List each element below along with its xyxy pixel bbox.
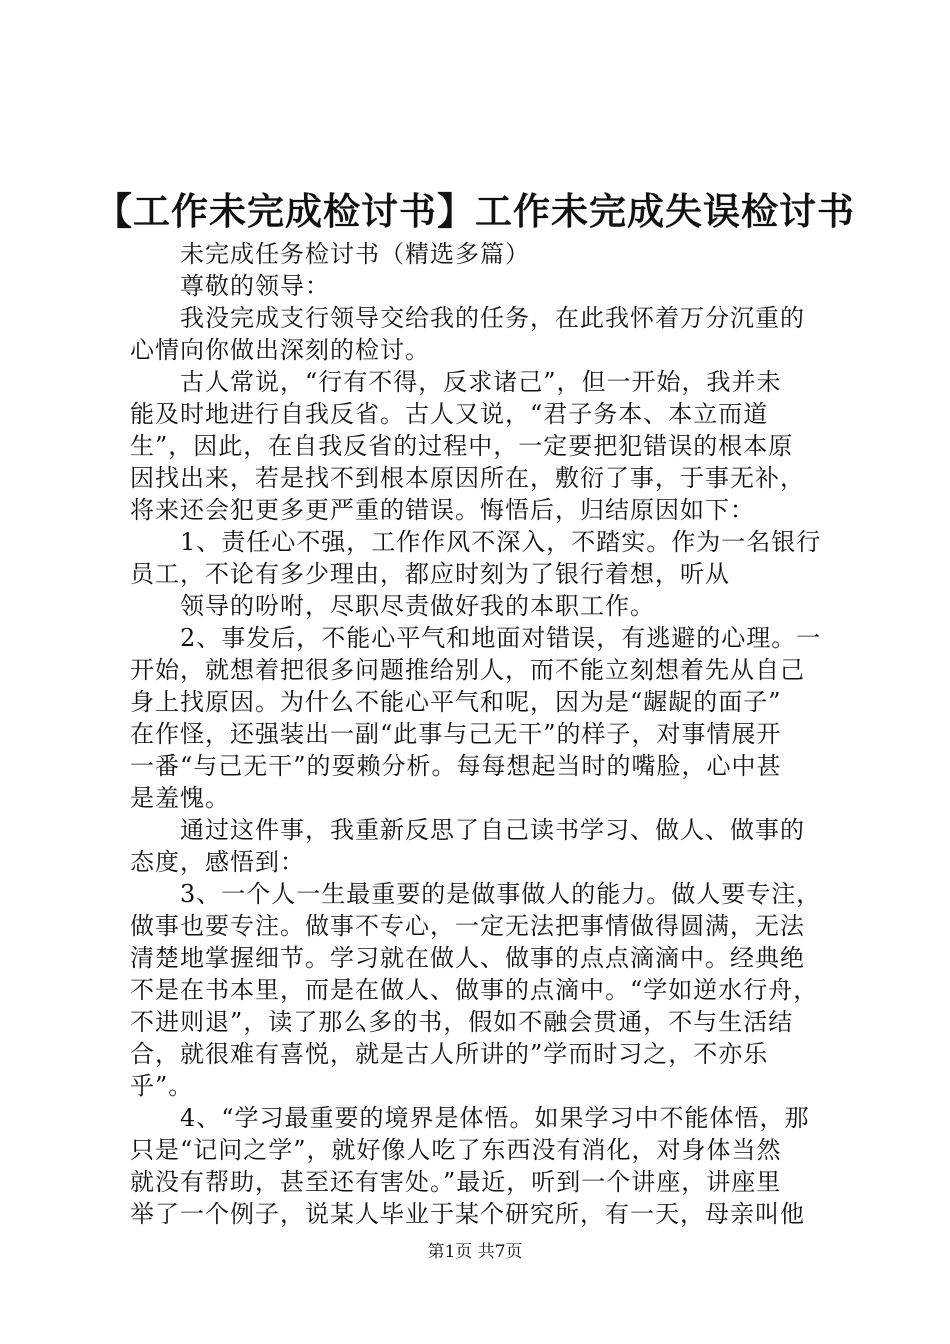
body-line: 在作怪，还强装出一副“此事与己无干”的样子，对事情展开	[130, 720, 782, 748]
body-line: 领导的吩咐，尽职尽责做好我的本职工作。	[180, 592, 655, 620]
body-line: 因找出来，若是找不到根本原因所在，敷衍了事，于事无补，	[130, 464, 805, 492]
body-line: 能及时地进行自我反省。古人又说，“君子务本、本立而道	[130, 400, 769, 428]
body-line: 举了一个例子，说某人毕业于某个研究所，有一天，母亲叫他	[130, 1200, 805, 1228]
body-line: 态度，感悟到：	[130, 848, 305, 876]
body-line: 是羞愧。	[130, 784, 230, 812]
body-line: 生”，因此，在自我反省的过程中，一定要把犯错误的根本原	[130, 432, 794, 460]
body-line: 尊敬的领导：	[180, 272, 330, 300]
body-line: 4、“学习最重要的境界是体悟。如果学习中不能体悟，那	[180, 1104, 810, 1132]
body-line: 未完成任务检讨书（精选多篇）	[180, 240, 530, 268]
body-line: 3、一个人一生最重要的是做事做人的能力。做人要专注，	[180, 880, 822, 908]
body-line: 清楚地掌握细节。学习就在做人、做事的点点滴滴中。经典绝	[130, 944, 805, 972]
body-line: 只是“记问之学”，就好像人吃了东西没有消化，对身体当然	[130, 1136, 782, 1164]
body-line: 将来还会犯更多更严重的错误。悔悟后，归结原因如下：	[130, 496, 755, 524]
body-line: 古人常说，“行有不得，反求诸己”，但一开始，我并未	[180, 368, 782, 396]
body-line: 开始，就想着把很多问题推给别人，而不能立刻想着先从自己	[130, 656, 805, 684]
document-body	[130, 238, 830, 1230]
body-line: 一番“与己无干”的耍赖分析。每每想起当时的嘴脸，心中甚	[130, 752, 782, 780]
body-line: 不进则退”，读了那么多的书，假如不融会贯通，不与生活结	[130, 1008, 794, 1036]
body-line: 不是在书本里，而是在做人、做事的点滴中。“学如逆水行舟，	[130, 976, 819, 1004]
body-line: 我没完成支行领导交给我的任务，在此我怀着万分沉重的	[180, 304, 805, 332]
body-line: 员工，不论有多少理由，都应时刻为了银行着想，听从	[130, 560, 730, 588]
body-line: 乎”。	[130, 1072, 194, 1100]
body-line: 通过这件事，我重新反思了自己读书学习、做人、做事的	[180, 816, 805, 844]
body-line: 合，就很难有喜悦，就是古人所讲的”学而时习之，不亦乐	[130, 1040, 769, 1068]
body-line: 就没有帮助，甚至还有害处。”最近，听到一个讲座，讲座里	[130, 1168, 782, 1196]
body-line: 做事也要专注。做事不专心，一定无法把事情做得圆满，无法	[130, 912, 805, 940]
document-title: 【工作未完成检讨书】工作未完成失误检讨书	[95, 189, 855, 233]
page-number-footer: 第1页 共7页	[427, 1242, 523, 1262]
body-line: 2、事发后，不能心平气和地面对错误，有逃避的心理。一	[180, 624, 822, 652]
body-line: 心情向你做出深刻的检讨。	[130, 336, 430, 364]
body-line: 1、责任心不强，工作作风不深入，不踏实。作为一名银行	[180, 528, 822, 556]
body-line: 身上找原因。为什么不能心平气和呢，因为是“龌龊的面子”	[130, 688, 782, 716]
